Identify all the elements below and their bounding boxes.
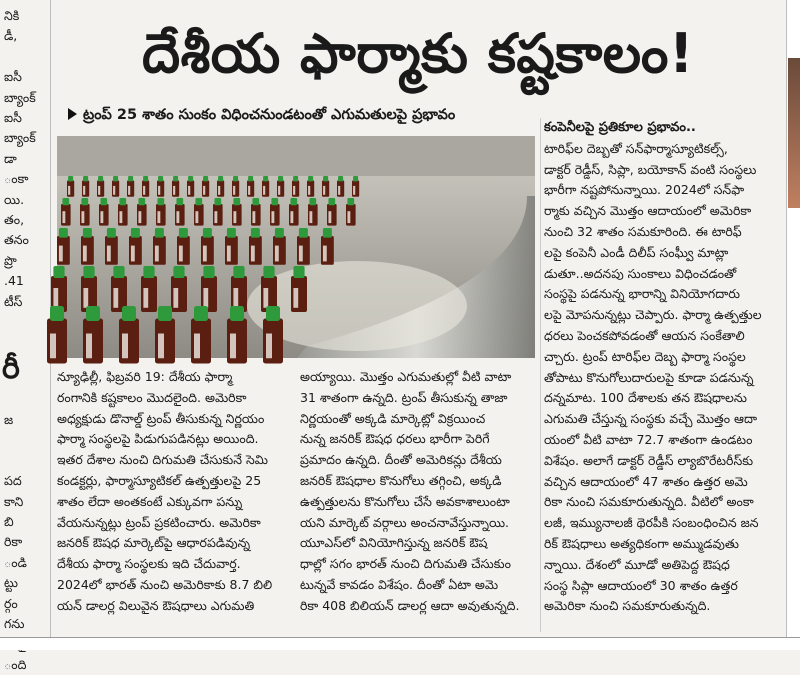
left-fragment-block xyxy=(0,6,36,312)
article-line: రిక్ ఔషధాలు అత్యధికంగా అమ్ముడవుతు xyxy=(544,535,739,551)
medicine-bottle xyxy=(81,266,97,312)
article-line: లపై కంపెనీ ఎండీ దిలీప్ సంఘ్వీ మాట్లా xyxy=(544,244,729,260)
medicine-bottle xyxy=(213,198,223,226)
left-fragment: ఐసీ xyxy=(4,69,22,85)
medicine-bottle xyxy=(67,176,74,197)
article-line: నున్న జనరిక్ ఔషధ ధరలు భారీగా పెరిగే xyxy=(300,431,490,447)
medicine-bottle xyxy=(227,306,247,364)
article-line: లజీ, ఇమ్యునాలజీ థెరపీకి సంబంధించిన జన xyxy=(544,515,759,531)
left-fragment: ంది xyxy=(4,656,27,672)
article-line: డాక్టర్ రెడ్డీస్, సిప్లా, బయోకాన్ వంటి సంస్థలు xyxy=(544,161,757,177)
article-line: ఎగుమతి చేస్తున్న సంస్థకు వచ్చే మొత్తం ఆదా xyxy=(544,411,758,427)
medicine-bottle xyxy=(277,176,284,197)
medicine-bottle xyxy=(225,228,238,265)
left-fragment-block-lower xyxy=(0,410,27,675)
article-line: జనరిక్ ఔషధ మార్కెట్‌పై ఆధారపడివున్న xyxy=(57,535,251,551)
medicine-bottle xyxy=(247,176,254,197)
medicine-bottle xyxy=(47,306,67,364)
medicine-bottle xyxy=(249,228,262,265)
medicine-bottle xyxy=(177,228,190,265)
article-line: రికా నుంచి సమకూరుతున్నది. వీటిలో అంకా xyxy=(544,494,754,510)
left-fragment: తం, xyxy=(4,212,25,228)
medicine-bottle xyxy=(270,198,280,226)
article-line: దన్నమాట. 100 దేశాలకు తన ఔషధాలను xyxy=(544,390,748,406)
left-fragment xyxy=(0,47,36,67)
medicine-bottle xyxy=(172,176,179,197)
subheadline-text: ట్రంప్ 25 శాతం సుంకం విధించనుండటంతో ఎగుమతులపై ప్రభావం xyxy=(83,107,456,123)
article-column-left xyxy=(57,367,295,617)
article-line: ధాల్లో సగం భారత్ నుంచి దిగుమతి చేసుకుం xyxy=(300,556,511,572)
article-line: శాతం లేదా అంతకంటే ఎక్కువగా పన్ను xyxy=(57,493,243,509)
medicine-bottle xyxy=(97,176,104,197)
medicine-bottle xyxy=(322,176,329,197)
article-line: అమెరికా నుంచి సమకూరుతున్నది. xyxy=(544,598,711,614)
left-fragment: యి. xyxy=(4,191,25,207)
article-line: తోపాటు కొనుగోలుదారులపై కూడా పడనున్న xyxy=(544,369,754,385)
medicine-bottle xyxy=(118,198,128,226)
left-fragment: ర్గం xyxy=(4,595,18,611)
medicine-bottle xyxy=(142,176,149,197)
article-line: టారిఫ్‌ల దెబ్బతో సన్‌ఫార్మాస్యూటికల్స్, xyxy=(544,140,728,156)
medicine-bottle xyxy=(119,306,139,364)
adjacent-article-right xyxy=(786,0,800,649)
left-fragment: బ్యాంక్ xyxy=(4,89,36,105)
headline: దేశీయ ఫార్మాకు కష్టకాలం! xyxy=(141,22,695,85)
medicine-bottle xyxy=(112,176,119,197)
medicine-bottle xyxy=(191,306,211,364)
left-fragment: .41 xyxy=(4,273,24,289)
medicine-bottle xyxy=(232,176,239,197)
left-fragment: ఐసీ xyxy=(4,110,22,126)
article-line: యూఎస్‌లో వినియోగిస్తున్న జనరిక్ ఔష xyxy=(300,535,488,551)
article-line: 2024లో భారత్ నుంచి అమెరికాకు 8.7 బిలి xyxy=(57,576,273,592)
left-fragment xyxy=(0,451,27,471)
medicine-bottle xyxy=(82,176,89,197)
left-fragment: రికా xyxy=(4,534,23,550)
article-line: నుంచి 32 శాతం సమకూరింది. ఈ టారిఫ్ xyxy=(544,223,742,239)
left-fragment: గను xyxy=(4,616,25,632)
article-line: కంపెనీలపై ప్రతికూల ప్రభావం.. xyxy=(544,120,696,135)
article-line: వేయనున్నట్లు ట్రంప్ ప్రకటించారు. అమెరికా xyxy=(57,514,261,530)
bottle-production-line-image xyxy=(57,136,535,358)
article-column-middle xyxy=(300,367,538,617)
article-line: రంగానికి కష్టకాలం మొదలైంది. అమెరికా xyxy=(57,389,247,405)
article-line: సంస్థ సిప్లా ఆదాయంలో 30 శాతం ఉత్తర xyxy=(544,577,738,593)
article-line: ప్రమాదం ఉన్నది. దీంతో అమెరికన్లు దేశీయ xyxy=(300,452,502,468)
article-line: ఫార్మా సంస్థలపై పిడుగుపడినట్లు అయింది. xyxy=(57,431,259,447)
left-fragment: కాని xyxy=(4,493,24,509)
left-big-fragment: రీ xyxy=(2,351,20,386)
article-line: ధరలు పెంచకపోవడంతో ఆయన సంకేతాలి xyxy=(544,327,745,343)
article-line: వచ్చిన ఆదాయంలో 47 శాతం ఉత్తర అమె xyxy=(544,473,748,489)
left-fragment: నికి xyxy=(4,8,20,23)
medicine-bottle xyxy=(337,176,344,197)
medicine-bottle xyxy=(83,306,103,364)
left-fragment: డీ, xyxy=(4,28,18,44)
subheadline xyxy=(68,103,533,127)
article-line: భారీగా నష్టపోనున్నాయి. 2024లో సన్‌ఫా xyxy=(544,182,745,198)
medicine-bottle xyxy=(111,266,127,312)
article-line: చ్చారు. ట్రంప్ టారిఫ్‌ల దెబ్బ ఫార్మా సంస్థల xyxy=(544,348,746,364)
article-line: ఉత్పత్తులను కొనుగోలు చేసే అవకాశాలుంటా xyxy=(300,493,510,509)
left-fragment: బ్యాంక్ xyxy=(4,130,36,146)
article-line: లపై మోపనున్నట్లు చెప్పారు. ఫార్మా ఉత్పత్తుల xyxy=(544,307,762,323)
article-line: యన్ డాలర్ల విలువైన ఔషధాలు ఎగుమతి xyxy=(57,597,255,613)
medicine-bottle xyxy=(127,176,134,197)
article-line: అధ్యక్షుడు డొనాల్డ్ ట్రంప్ తీసుకున్న నిర్ణయం xyxy=(57,410,265,426)
page-bottom-edge xyxy=(0,637,800,650)
article-line: న్యూఢిల్లీ, ఫిబ్రవరి 19: దేశీయ ఫార్మా xyxy=(57,369,233,384)
medicine-bottle xyxy=(157,176,164,197)
medicine-bottle xyxy=(187,176,194,197)
medicine-bottle xyxy=(217,176,224,197)
article-line: 31 శాతంగా ఉన్నది. ట్రంప్ తీసుకున్న తాజా xyxy=(300,389,508,405)
medicine-bottle xyxy=(292,176,299,197)
article-column-right xyxy=(544,118,779,617)
article-line: ఇతర దేశాల నుంచి దిగుమతి చేసుకునే సెమి xyxy=(57,452,269,468)
article-line: ర్మాకు వచ్చిన మొత్తం ఆదాయంలో అమెరికా xyxy=(544,203,752,219)
article-line: దేశీయ ఫార్మా సంస్థలకు ఇది చేదువార్త. xyxy=(57,556,241,572)
left-fragment: బి xyxy=(4,514,14,530)
medicine-bottle xyxy=(307,176,314,197)
medicine-bottle xyxy=(80,198,90,226)
left-fragment xyxy=(0,430,27,450)
article-line: జనరిక్ ఔషధాల కొనుగోలు తగ్గించి, అక్కడి xyxy=(300,472,502,488)
medicine-bottle xyxy=(327,198,337,226)
medicine-bottle xyxy=(346,198,356,226)
article-line: విశేషం. అలాగే డాక్టర్ రెడ్డీస్ ల్యాబొరేటరీస్‌కు xyxy=(544,452,754,468)
medicine-bottle xyxy=(262,176,269,197)
medicine-bottle xyxy=(175,198,185,226)
medicine-bottle xyxy=(51,266,67,312)
left-fragment: ంకా xyxy=(4,171,29,187)
left-fragment: టీస్ xyxy=(4,293,23,309)
medicine-bottle xyxy=(155,306,175,364)
medicine-bottle xyxy=(201,228,214,265)
article-line: అయ్యాయి. మొత్తం ఎగుమతుల్లో వీటి వాటా xyxy=(300,369,512,384)
left-fragment: తనం xyxy=(4,232,29,248)
article-line: యని మార్కెట్ వర్గాలు అంచనావేస్తున్నాయి. xyxy=(300,514,510,530)
article-line: సంస్థపై పడనున్న భారాన్ని వినియోగదారు xyxy=(544,286,740,302)
medicine-bottle xyxy=(99,198,109,226)
left-fragment: జ xyxy=(4,412,14,427)
left-fragment: డా xyxy=(4,150,17,166)
medicine-bottle xyxy=(194,198,204,226)
adjacent-photo-edge xyxy=(788,58,800,208)
article-photo-medicine-bottles xyxy=(57,136,535,358)
medicine-bottle xyxy=(137,198,147,226)
medicine-bottle xyxy=(251,198,261,226)
medicine-bottle xyxy=(202,176,209,197)
medicine-bottle xyxy=(156,198,166,226)
article-line: యంలో వీటి వాటా 72.7 శాతంగా ఉండటం xyxy=(544,431,753,447)
article-line: నిర్ణయంతో అక్కడి మార్కెట్లో విక్రయించ xyxy=(300,410,486,426)
adjacent-article-left xyxy=(0,0,51,672)
medicine-bottle xyxy=(289,198,299,226)
column-divider xyxy=(540,118,541,632)
left-fragment: ప్రొ xyxy=(4,252,17,268)
article-line: న్నాయి. దేశంలో మూడో అతిపెద్ద ఔషధ xyxy=(544,556,730,572)
medicine-bottle xyxy=(232,198,242,226)
left-fragment: పద xyxy=(4,473,22,489)
arrow-bullet-icon xyxy=(68,108,77,120)
article-line: కండక్టర్లు, ఫార్మాస్యూటికల్ ఉత్పత్తులపై 25 xyxy=(57,472,262,488)
left-fragment: ండి xyxy=(4,554,27,570)
medicine-bottle xyxy=(308,198,318,226)
article-line: టున్నవే కావడం విశేషం. దీంతో ఏటా అమె xyxy=(300,576,499,592)
left-fragment: ట్టు xyxy=(4,575,18,591)
article-line: డుతూ..అదనపు సుంకాలు విధించడంతో xyxy=(544,265,737,281)
medicine-bottle xyxy=(352,176,359,197)
article-line: రికా 408 బిలియన్ డాలర్ల ఆదా అవుతున్నది. xyxy=(300,597,520,613)
medicine-bottle xyxy=(263,306,283,364)
